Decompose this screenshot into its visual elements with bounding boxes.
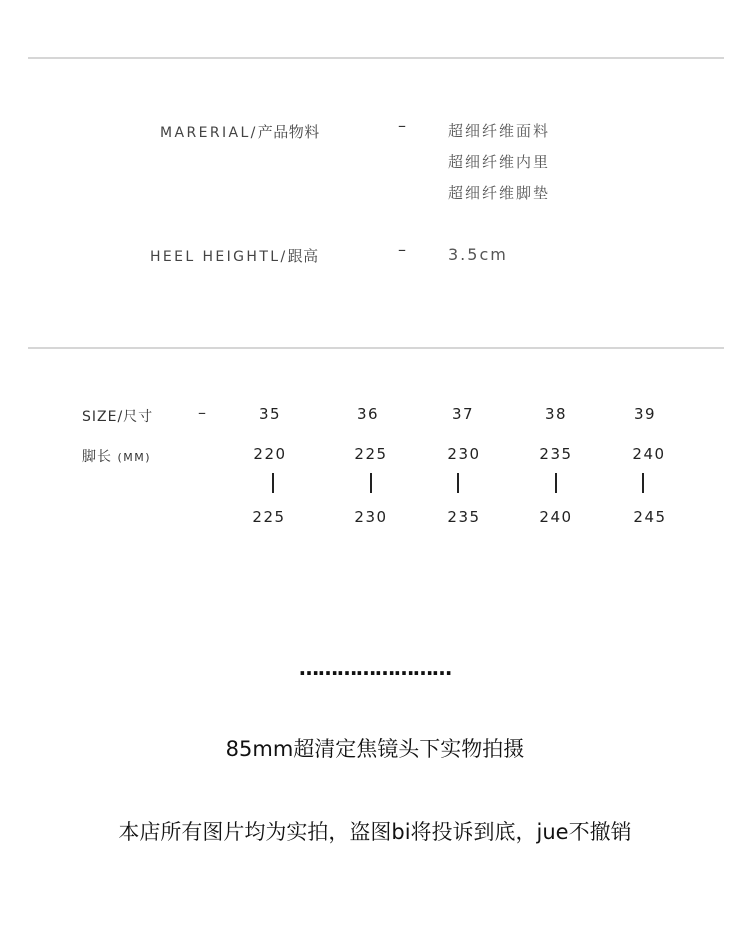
heel-height-label-en: HEEL HEIGHTL xyxy=(150,249,281,265)
length-to-cell: 235 xyxy=(447,508,481,526)
heel-height-value: 3.5cm xyxy=(448,245,508,264)
size-cell: 38 xyxy=(544,405,568,423)
foot-length-label xyxy=(82,446,151,466)
material-value-2: 超细纤维内里 xyxy=(448,153,551,171)
size-cell: 35 xyxy=(258,405,282,423)
length-from-cell: 235 xyxy=(539,445,573,463)
material-label-cn: 产品物料 xyxy=(257,123,320,141)
length-to-cell: 245 xyxy=(633,508,667,526)
foot-length-label-cn: 脚长 xyxy=(82,449,112,465)
range-separator xyxy=(642,473,644,493)
size-cell: 39 xyxy=(633,405,657,423)
material-value-1: 超细纤维面料 xyxy=(448,122,551,140)
length-to-cell: 240 xyxy=(539,508,573,526)
material-dash: – xyxy=(398,116,406,135)
material-label: MARERIAL/产品物料 xyxy=(160,123,320,141)
photo-caption: 85mm超清定焦镜头下实物拍摄 xyxy=(225,737,525,761)
dotted-separator: …………………… xyxy=(299,656,451,680)
material-label-en: MARERIAL xyxy=(160,125,251,141)
length-from-cell: 240 xyxy=(632,445,666,463)
top-divider xyxy=(28,57,724,59)
length-from-cell: 230 xyxy=(447,445,481,463)
heel-height-label: HEEL HEIGHTL/跟高 xyxy=(150,247,319,265)
length-to-cell: 230 xyxy=(354,508,388,526)
heel-height-label-cn: 跟高 xyxy=(287,247,319,265)
middle-divider xyxy=(28,347,724,349)
foot-length-label-unit: (MM) xyxy=(117,451,152,464)
size-label: SIZE/尺寸 xyxy=(82,409,154,425)
material-value-3: 超细纤维脚垫 xyxy=(448,184,551,202)
length-from-cell: 220 xyxy=(253,445,287,463)
heel-height-dash: – xyxy=(398,240,406,259)
range-separator xyxy=(272,473,274,493)
range-separator xyxy=(370,473,372,493)
size-cell: 36 xyxy=(356,405,380,423)
range-separator xyxy=(555,473,557,493)
size-dash: – xyxy=(198,403,206,422)
size-cell: 37 xyxy=(451,405,475,423)
length-to-cell: 225 xyxy=(252,508,286,526)
copyright-notice: 本店所有图片均为实拍，盗图bi将投诉到底，jue不撤销 xyxy=(118,820,632,844)
range-separator xyxy=(457,473,459,493)
length-from-cell: 225 xyxy=(354,445,388,463)
